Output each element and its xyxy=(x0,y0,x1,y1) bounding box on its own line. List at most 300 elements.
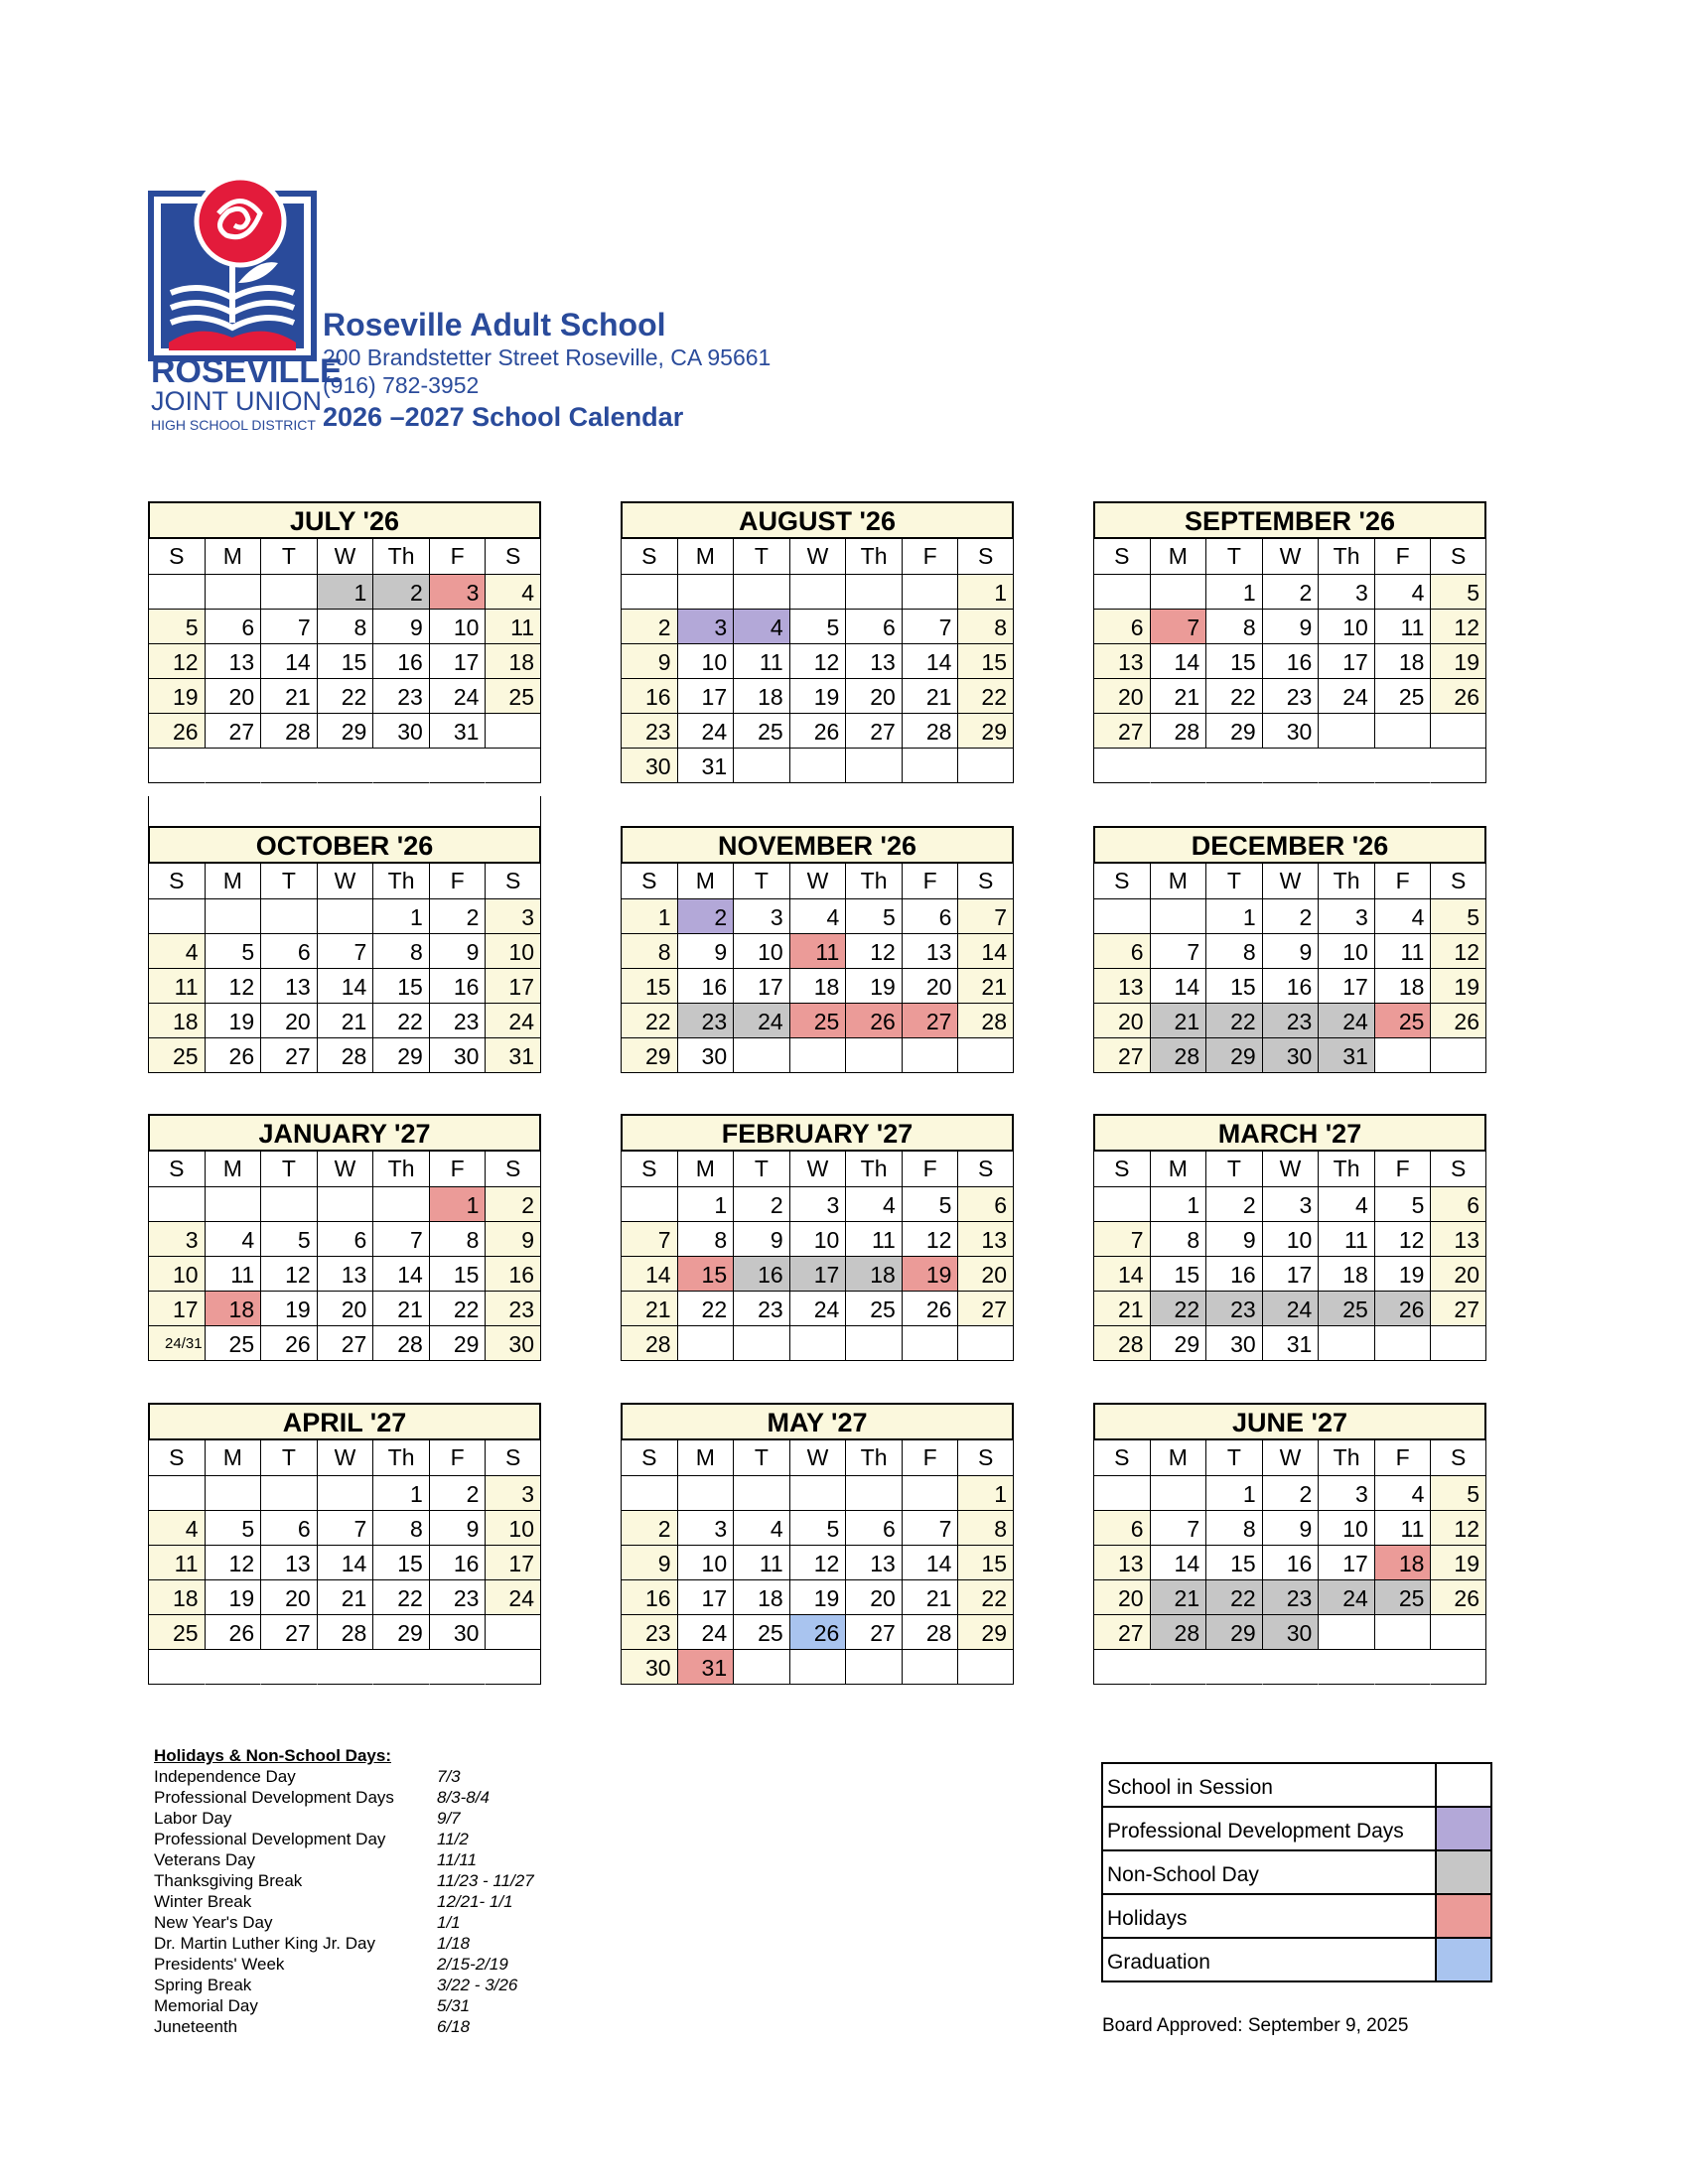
month-0 xyxy=(148,501,541,783)
day-cell: 9 xyxy=(1205,1222,1262,1257)
week-row xyxy=(621,1004,1014,1038)
day-cell: 27 xyxy=(1430,1292,1486,1326)
holiday-item xyxy=(154,1829,534,1849)
day-cell: 8 xyxy=(372,934,429,969)
day-cell: 7 xyxy=(1093,1222,1150,1257)
day-cell: 28 xyxy=(902,714,958,749)
day-cell xyxy=(1374,1038,1431,1073)
week-row xyxy=(1093,1650,1486,1685)
board-approved: Board Approved: September 9, 2025 xyxy=(1102,2015,1409,2036)
day-cell: 12 xyxy=(1430,934,1486,969)
day-cell: 20 xyxy=(845,1580,902,1615)
day-cell xyxy=(317,1476,373,1511)
day-cell: 28 xyxy=(260,714,317,749)
day-cell xyxy=(148,1187,205,1222)
day-cell: 15 xyxy=(1205,1546,1262,1580)
day-cell: 22 xyxy=(1205,1004,1262,1038)
day-cell: 6 xyxy=(845,610,902,644)
day-cell: 21 xyxy=(1150,1580,1206,1615)
day-cell xyxy=(789,1650,846,1685)
day-cell: 24 xyxy=(1318,1004,1374,1038)
day-cell: 10 xyxy=(485,1511,541,1546)
day-cell: 28 xyxy=(902,1615,958,1650)
day-cell xyxy=(1374,749,1431,783)
weekday-label: W xyxy=(317,864,373,899)
day-cell: 22 xyxy=(957,679,1014,714)
day-cell xyxy=(429,1650,486,1685)
weekday-label: Th xyxy=(1318,1152,1374,1187)
day-cell xyxy=(1318,1615,1374,1650)
day-cell: 1 xyxy=(1205,899,1262,934)
month-title: AUGUST '26 xyxy=(621,501,1014,539)
day-cell: 30 xyxy=(485,1326,541,1361)
day-cell: 1 xyxy=(429,1187,486,1222)
day-cell: 17 xyxy=(789,1257,846,1292)
day-cell xyxy=(845,575,902,610)
day-cell: 14 xyxy=(902,1546,958,1580)
day-cell: 26 xyxy=(205,1615,261,1650)
day-cell: 21 xyxy=(372,1292,429,1326)
day-cell xyxy=(1262,1650,1319,1685)
weekday-header xyxy=(621,864,1014,899)
day-cell xyxy=(902,749,958,783)
month-6 xyxy=(148,1114,541,1361)
weekday-header xyxy=(621,1440,1014,1476)
day-cell: 23 xyxy=(429,1004,486,1038)
weekday-label: W xyxy=(789,1152,846,1187)
day-cell: 11 xyxy=(789,934,846,969)
weekday-label: F xyxy=(429,539,486,575)
day-cell: 4 xyxy=(148,1511,205,1546)
day-cell: 9 xyxy=(733,1222,789,1257)
day-cell: 22 xyxy=(1205,1580,1262,1615)
weekday-header xyxy=(1093,1440,1486,1476)
day-cell xyxy=(205,1650,261,1685)
week-row xyxy=(621,1187,1014,1222)
day-cell: 19 xyxy=(205,1580,261,1615)
day-cell: 10 xyxy=(485,934,541,969)
day-cell: 6 xyxy=(205,610,261,644)
day-cell xyxy=(485,1615,541,1650)
day-cell: 15 xyxy=(1205,644,1262,679)
weekday-header xyxy=(148,1152,541,1187)
holiday-name: Independence Day xyxy=(154,1767,296,1786)
week-row xyxy=(1093,575,1486,610)
day-cell: 26 xyxy=(1430,1580,1486,1615)
week-row xyxy=(621,1257,1014,1292)
weekday-label: S xyxy=(148,864,205,899)
day-cell xyxy=(485,1650,541,1685)
day-cell: 31 xyxy=(1262,1326,1319,1361)
day-cell: 10 xyxy=(429,610,486,644)
district-logo xyxy=(149,174,343,437)
month-title: JANUARY '27 xyxy=(148,1114,541,1152)
day-cell xyxy=(957,1326,1014,1361)
day-cell: 14 xyxy=(902,644,958,679)
day-cell: 8 xyxy=(372,1511,429,1546)
day-cell xyxy=(789,1476,846,1511)
day-cell: 5 xyxy=(902,1187,958,1222)
day-cell: 19 xyxy=(260,1292,317,1326)
day-cell: 22 xyxy=(372,1580,429,1615)
day-cell xyxy=(902,1476,958,1511)
day-cell: 31 xyxy=(1318,1038,1374,1073)
week-row xyxy=(621,1222,1014,1257)
day-cell: 12 xyxy=(789,644,846,679)
month-3 xyxy=(148,826,541,1073)
week-row xyxy=(621,749,1014,783)
day-cell: 15 xyxy=(429,1257,486,1292)
day-cell: 8 xyxy=(1205,1511,1262,1546)
week-row xyxy=(1093,1187,1486,1222)
day-cell: 22 xyxy=(621,1004,677,1038)
day-cell: 3 xyxy=(429,575,486,610)
day-cell: 25 xyxy=(733,714,789,749)
day-cell xyxy=(1430,1326,1486,1361)
rose-book-logo-icon xyxy=(149,174,343,437)
day-cell: 3 xyxy=(485,1476,541,1511)
day-cell: 22 xyxy=(372,1004,429,1038)
day-cell: 13 xyxy=(205,644,261,679)
day-cell: 28 xyxy=(372,1326,429,1361)
day-cell: 13 xyxy=(1093,969,1150,1004)
day-cell xyxy=(205,1476,261,1511)
day-cell xyxy=(1318,749,1374,783)
day-cell: 11 xyxy=(1374,610,1431,644)
day-cell: 4 xyxy=(1374,899,1431,934)
school-name: Roseville Adult School xyxy=(323,307,666,342)
weekday-label: S xyxy=(1093,1440,1150,1476)
day-cell: 1 xyxy=(1205,575,1262,610)
day-cell xyxy=(205,899,261,934)
day-cell: 24 xyxy=(429,679,486,714)
week-row xyxy=(1093,1476,1486,1511)
weekday-label: W xyxy=(789,1440,846,1476)
week-row xyxy=(148,1257,541,1292)
day-cell: 14 xyxy=(957,934,1014,969)
day-cell: 8 xyxy=(957,610,1014,644)
day-cell: 14 xyxy=(1150,1546,1206,1580)
holiday-date: 11/23 - 11/27 xyxy=(437,1871,534,1890)
week-row xyxy=(1093,1222,1486,1257)
day-cell xyxy=(621,1476,677,1511)
day-cell: 20 xyxy=(1430,1257,1486,1292)
day-cell: 9 xyxy=(621,1546,677,1580)
day-cell xyxy=(845,1650,902,1685)
day-cell: 2 xyxy=(1205,1187,1262,1222)
day-cell: 22 xyxy=(677,1292,734,1326)
day-cell xyxy=(677,575,734,610)
weekday-label: Th xyxy=(372,1440,429,1476)
weekday-label: S xyxy=(1430,539,1486,575)
day-cell xyxy=(677,1476,734,1511)
day-cell: 21 xyxy=(902,1580,958,1615)
weekday-label: T xyxy=(260,539,317,575)
day-cell: 9 xyxy=(485,1222,541,1257)
day-cell xyxy=(1093,575,1150,610)
day-cell: 20 xyxy=(1093,1580,1150,1615)
weekday-label: M xyxy=(205,1152,261,1187)
holiday-name: Thanksgiving Break xyxy=(154,1871,303,1890)
holiday-item xyxy=(154,1891,534,1912)
day-cell: 8 xyxy=(621,934,677,969)
day-cell: 21 xyxy=(1150,679,1206,714)
day-cell: 16 xyxy=(429,1546,486,1580)
holiday-item xyxy=(154,1975,534,1995)
day-cell xyxy=(789,749,846,783)
day-cell: 8 xyxy=(429,1222,486,1257)
day-cell xyxy=(1093,1650,1150,1685)
weekday-label: S xyxy=(1430,864,1486,899)
legend-swatch xyxy=(1435,1895,1490,1937)
day-cell: 25 xyxy=(1318,1292,1374,1326)
holiday-name: New Year's Day xyxy=(154,1913,273,1932)
day-cell: 2 xyxy=(429,1476,486,1511)
day-cell: 2 xyxy=(1262,575,1319,610)
week-row xyxy=(1093,969,1486,1004)
day-cell: 29 xyxy=(1205,1038,1262,1073)
weekday-label: F xyxy=(902,1440,958,1476)
day-cell: 22 xyxy=(317,679,373,714)
day-cell: 9 xyxy=(429,1511,486,1546)
weekday-label: S xyxy=(957,864,1014,899)
week-row xyxy=(1093,1038,1486,1073)
week-row xyxy=(148,934,541,969)
day-cell: 3 xyxy=(1318,899,1374,934)
day-cell: 22 xyxy=(429,1292,486,1326)
holiday-name: Dr. Martin Luther King Jr. Day xyxy=(154,1934,375,1953)
day-cell: 30 xyxy=(677,1038,734,1073)
day-cell: 24 xyxy=(1318,679,1374,714)
weekday-header xyxy=(1093,539,1486,575)
day-cell: 5 xyxy=(845,899,902,934)
day-cell: 29 xyxy=(957,714,1014,749)
month-title: JULY '26 xyxy=(148,501,541,539)
week-row xyxy=(1093,934,1486,969)
day-cell: 6 xyxy=(902,899,958,934)
day-cell: 26 xyxy=(902,1292,958,1326)
month-2 xyxy=(1093,501,1486,783)
day-cell: 14 xyxy=(317,969,373,1004)
week-row xyxy=(148,899,541,934)
day-cell: 3 xyxy=(485,899,541,934)
day-cell: 8 xyxy=(1150,1222,1206,1257)
weekday-label: M xyxy=(1150,539,1206,575)
day-cell: 18 xyxy=(148,1580,205,1615)
holiday-name: Winter Break xyxy=(154,1892,252,1911)
day-cell xyxy=(485,714,541,749)
day-cell: 28 xyxy=(317,1615,373,1650)
legend-label: Professional Development Days xyxy=(1107,1820,1404,1843)
month-title: DECEMBER '26 xyxy=(1093,826,1486,864)
day-cell: 24 xyxy=(485,1580,541,1615)
day-cell: 16 xyxy=(1262,969,1319,1004)
weekday-label: T xyxy=(260,1440,317,1476)
day-cell: 19 xyxy=(1430,969,1486,1004)
day-cell: 27 xyxy=(902,1004,958,1038)
day-cell xyxy=(733,1038,789,1073)
month-title: FEBRUARY '27 xyxy=(621,1114,1014,1152)
day-cell: 23 xyxy=(621,714,677,749)
week-row xyxy=(1093,1257,1486,1292)
legend-label: Holidays xyxy=(1107,1907,1188,1930)
day-cell: 1 xyxy=(621,899,677,934)
day-cell: 30 xyxy=(621,749,677,783)
holiday-item xyxy=(154,1912,534,1933)
day-cell: 18 xyxy=(733,679,789,714)
weekday-label: T xyxy=(733,539,789,575)
weekday-label: F xyxy=(902,864,958,899)
day-cell: 5 xyxy=(260,1222,317,1257)
day-cell: 4 xyxy=(1374,575,1431,610)
weekday-label: T xyxy=(733,864,789,899)
day-cell xyxy=(733,1476,789,1511)
day-cell: 28 xyxy=(1150,1038,1206,1073)
day-cell xyxy=(260,899,317,934)
day-cell: 20 xyxy=(205,679,261,714)
week-row xyxy=(148,1511,541,1546)
day-cell: 7 xyxy=(1150,610,1206,644)
week-row xyxy=(1093,749,1486,783)
day-cell: 9 xyxy=(621,644,677,679)
day-cell: 20 xyxy=(1093,1004,1150,1038)
day-cell xyxy=(845,749,902,783)
month-4 xyxy=(621,826,1014,1073)
holiday-date: 1/18 xyxy=(437,1934,471,1953)
day-cell: 5 xyxy=(205,934,261,969)
weekday-label: T xyxy=(1205,539,1262,575)
week-row xyxy=(148,969,541,1004)
day-cell: 26 xyxy=(148,714,205,749)
day-cell: 15 xyxy=(1205,969,1262,1004)
day-cell xyxy=(148,1650,205,1685)
weekday-label: M xyxy=(1150,864,1206,899)
day-cell: 2 xyxy=(1262,899,1319,934)
week-row xyxy=(148,679,541,714)
week-row xyxy=(1093,1292,1486,1326)
day-cell: 23 xyxy=(733,1292,789,1326)
day-cell: 16 xyxy=(733,1257,789,1292)
weekday-label: S xyxy=(485,1440,541,1476)
day-cell: 28 xyxy=(957,1004,1014,1038)
weekday-label: T xyxy=(1205,864,1262,899)
day-cell: 8 xyxy=(677,1222,734,1257)
weekday-label: Th xyxy=(372,864,429,899)
day-cell: 7 xyxy=(317,934,373,969)
day-cell: 16 xyxy=(1262,1546,1319,1580)
day-cell: 25 xyxy=(1374,679,1431,714)
day-cell: 24 xyxy=(677,1615,734,1650)
weekday-label: Th xyxy=(845,864,902,899)
holiday-name: Veterans Day xyxy=(154,1850,256,1869)
month-1 xyxy=(621,501,1014,783)
day-cell: 24 xyxy=(1262,1292,1319,1326)
week-row xyxy=(1093,1615,1486,1650)
day-cell: 7 xyxy=(621,1222,677,1257)
day-cell xyxy=(1093,899,1150,934)
holiday-item xyxy=(154,1787,534,1808)
day-cell: 6 xyxy=(845,1511,902,1546)
holiday-item xyxy=(154,1808,534,1829)
day-cell xyxy=(1374,1615,1431,1650)
day-cell: 23 xyxy=(429,1580,486,1615)
day-cell: 29 xyxy=(957,1615,1014,1650)
school-address: 200 Brandstetter Street Roseville, CA 95661 xyxy=(323,344,772,370)
weekday-label: S xyxy=(485,1152,541,1187)
weekday-label: S xyxy=(1430,1152,1486,1187)
holiday-name: Spring Break xyxy=(154,1976,252,1994)
day-cell: 7 xyxy=(957,899,1014,934)
day-cell: 7 xyxy=(1150,934,1206,969)
week-row xyxy=(621,969,1014,1004)
day-cell: 11 xyxy=(205,1257,261,1292)
day-cell xyxy=(1374,1326,1431,1361)
holiday-name: Professional Development Day xyxy=(154,1830,386,1848)
day-cell: 19 xyxy=(789,679,846,714)
week-row xyxy=(621,1546,1014,1580)
weekday-header xyxy=(1093,1152,1486,1187)
day-cell: 6 xyxy=(1093,610,1150,644)
weekday-label: S xyxy=(1093,864,1150,899)
weekday-label: T xyxy=(733,1152,789,1187)
day-cell: 28 xyxy=(317,1038,373,1073)
day-cell: 28 xyxy=(1150,714,1206,749)
day-cell xyxy=(733,1650,789,1685)
day-cell: 1 xyxy=(1205,1476,1262,1511)
day-cell: 31 xyxy=(429,714,486,749)
holiday-date: 12/21- 1/1 xyxy=(437,1892,513,1911)
legend-label: Non-School Day xyxy=(1107,1863,1259,1886)
holiday-item xyxy=(154,2016,534,2037)
month-8 xyxy=(1093,1114,1486,1361)
week-row xyxy=(621,575,1014,610)
day-cell: 13 xyxy=(1093,644,1150,679)
week-row xyxy=(621,1580,1014,1615)
day-cell: 19 xyxy=(1430,1546,1486,1580)
day-cell: 11 xyxy=(845,1222,902,1257)
day-cell: 19 xyxy=(789,1580,846,1615)
day-cell xyxy=(621,575,677,610)
day-cell xyxy=(1150,749,1206,783)
weekday-label: Th xyxy=(1318,864,1374,899)
day-cell xyxy=(1430,1038,1486,1073)
day-cell: 5 xyxy=(1430,1476,1486,1511)
weekday-label: T xyxy=(260,1152,317,1187)
weekday-label: M xyxy=(205,864,261,899)
day-cell: 7 xyxy=(372,1222,429,1257)
week-row xyxy=(148,1292,541,1326)
weekday-label: S xyxy=(1430,1440,1486,1476)
day-cell: 10 xyxy=(1318,610,1374,644)
week-row xyxy=(1093,610,1486,644)
day-cell: 21 xyxy=(317,1580,373,1615)
weekday-label: Th xyxy=(372,1152,429,1187)
day-cell: 15 xyxy=(621,969,677,1004)
day-cell: 23 xyxy=(677,1004,734,1038)
day-cell: 23 xyxy=(485,1292,541,1326)
day-cell: 23 xyxy=(1262,679,1319,714)
day-cell: 8 xyxy=(1205,610,1262,644)
week-row xyxy=(621,1476,1014,1511)
day-cell: 1 xyxy=(1150,1187,1206,1222)
day-cell: 16 xyxy=(485,1257,541,1292)
day-cell: 31 xyxy=(677,749,734,783)
day-cell: 5 xyxy=(789,1511,846,1546)
day-cell: 15 xyxy=(372,969,429,1004)
day-cell: 24 xyxy=(677,714,734,749)
day-cell: 6 xyxy=(1093,934,1150,969)
day-cell: 19 xyxy=(845,969,902,1004)
